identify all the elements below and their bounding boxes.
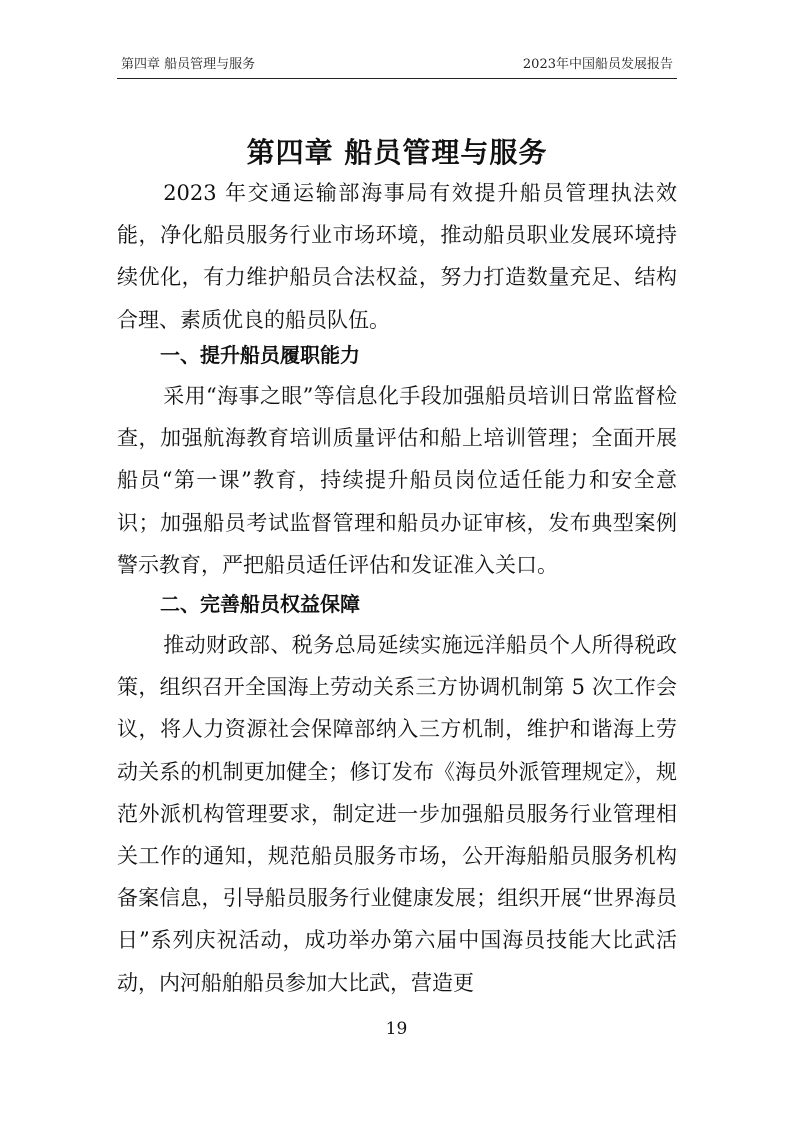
- section-2-paragraph: 推动财政部、税务总局延续实施远洋船员个人所得税政策，组织召开全国海上劳动关系三方协调机制第 5 次工作会议，将人力资源社会保障部纳入三方机制，维护和谐海上劳动关系的机制更加健全；修订发布《海员外派管理规定》，规范外派机构管理要求，制定进一步加强船员服务行业管理相关工作的通知，规范船员服务市场，公开海船船员服务机构备案信息，引导船员服务行业健康发展；组织开展“世界海员日”系列庆祝活动，成功举办第六届中国海员技能大比武活动，内河船舶船员参加大比武，营造更: [117, 633, 677, 995]
- header-chapter-label: 第四章 船员管理与服务: [121, 57, 256, 72]
- header-divider: [117, 78, 677, 79]
- header-report-title: 2023年中国船员发展报告: [522, 57, 673, 72]
- section-heading-2: 二、完善船员权益保障: [160, 592, 360, 616]
- running-header: [117, 54, 675, 76]
- section-heading-1: 一、提升船员履职能力: [160, 343, 360, 367]
- section-1-paragraph: 采用“海事之眼”等信息化手段加强船员培训日常监督检查，加强航海教育培训质量评估和船上培训管理；全面开展船员“第一课”教育，持续提升船员岗位适任能力和安全意识；加强船员考试监督管理和船员办证审核，发布典型案例警示教育，严把船员适任评估和发证准入关口。: [117, 384, 677, 577]
- intro-paragraph: 2023 年交通运输部海事局有效提升船员管理执法效能，净化船员服务行业市场环境，推动船员职业发展环境持续优化，有力维护船员合法权益，努力打造数量充足、结构合理、素质优良的船员队伍。: [117, 181, 677, 332]
- page-number: 19: [385, 1019, 408, 1039]
- chapter-title: 第四章 船员管理与服务: [246, 135, 548, 169]
